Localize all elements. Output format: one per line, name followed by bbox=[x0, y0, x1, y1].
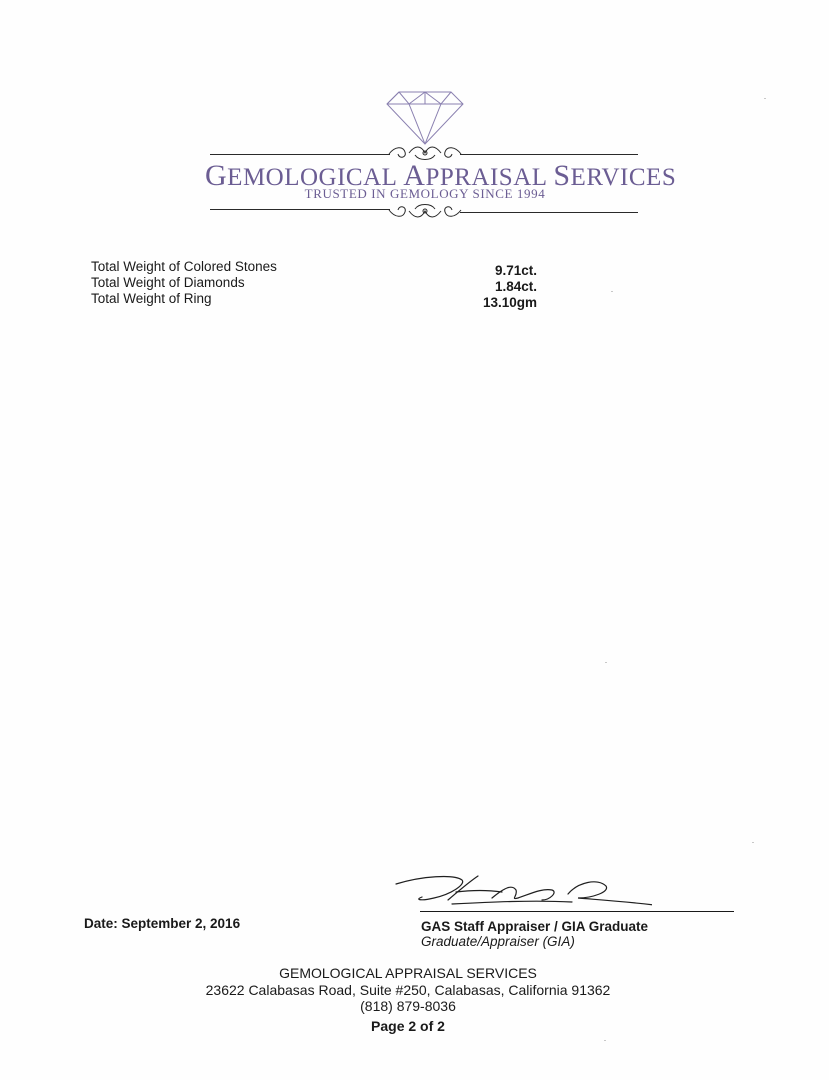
weight-label: Total Weight of Ring bbox=[91, 291, 212, 306]
weight-label: Total Weight of Diamonds bbox=[91, 275, 245, 290]
scan-speck bbox=[605, 662, 607, 663]
scan-speck bbox=[764, 98, 766, 99]
diamond-icon bbox=[383, 88, 467, 148]
signature-line bbox=[420, 911, 734, 912]
letterhead-top-rule-right bbox=[460, 154, 638, 155]
scan-speck bbox=[611, 291, 613, 292]
appraiser-credential: Graduate/Appraiser (GIA) bbox=[421, 934, 575, 949]
footer-address: 23622 Calabasas Road, Suite #250, Calabasas, California 91362 bbox=[205, 982, 611, 998]
weight-value: 1.84ct. bbox=[494, 279, 537, 294]
weight-row-colored-stones bbox=[91, 259, 551, 278]
weight-value: 9.71ct. bbox=[494, 263, 537, 278]
footer-phone: (818) 879-8036 bbox=[360, 998, 456, 1014]
flourish-ornament-bottom bbox=[385, 202, 465, 222]
handwritten-signature bbox=[392, 868, 652, 912]
page-number: Page 2 of 2 bbox=[371, 1018, 445, 1034]
letterhead-company-name: GEMOLOGICAL APPRAISAL SERVICES bbox=[205, 159, 677, 192]
footer-company-name: GEMOLOGICAL APPRAISAL SERVICES bbox=[279, 965, 537, 981]
letterhead-top-rule-left bbox=[210, 154, 390, 155]
letterhead-tagline: TRUSTED IN GEMOLOGY SINCE 1994 bbox=[304, 186, 546, 201]
letterhead bbox=[205, 88, 677, 223]
appraisal-date: Date: September 2, 2016 bbox=[84, 916, 241, 931]
letterhead-bottom-rule-right bbox=[460, 212, 638, 213]
weight-label: Total Weight of Colored Stones bbox=[91, 259, 277, 274]
weight-value: 13.10gm bbox=[482, 295, 537, 310]
scan-speck bbox=[604, 1040, 606, 1041]
letterhead-bottom-rule-left bbox=[210, 209, 390, 210]
weights-summary bbox=[91, 259, 551, 310]
weight-row-ring bbox=[91, 291, 551, 310]
appraiser-title: GAS Staff Appraiser / GIA Graduate bbox=[421, 919, 649, 934]
scan-speck bbox=[752, 842, 754, 843]
weight-row-diamonds bbox=[91, 275, 551, 294]
